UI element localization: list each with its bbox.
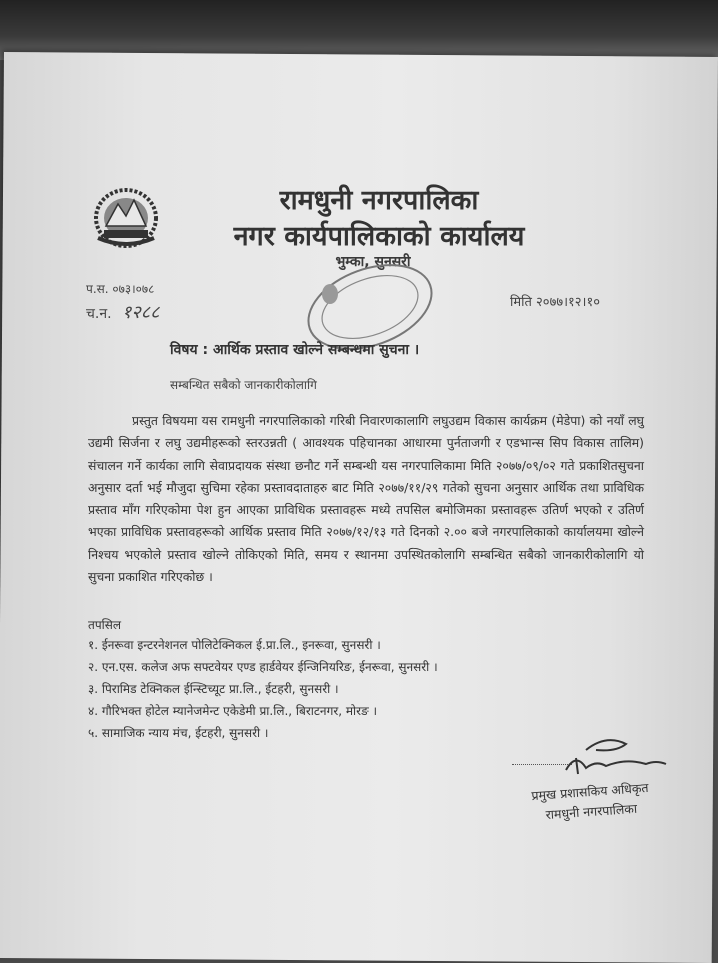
list-item: ४. गौरिभक्त होटेल म्यानेजमेन्ट एकेडेमी प्रा.लि., बिराटनगर, मोरङ । <box>88 704 378 718</box>
notice-date: मिति २०७७।१२।१० <box>510 295 600 310</box>
dark-background <box>0 0 718 60</box>
notice-body: प्रस्तुत विषयमा यस रामधुनी नगरपालिकाको गरिबी निवारणकालागि लघुउद्यम विकास कार्यक्रम (मेडेपा) को नयाँ लघु उद्यमी सिर्जना र लघु उद्यमीहरूको स्तरउन्नती ( आवश्यक पहिचानका आधारमा पुर्नताजगी र एडभान्स सिप विकास तालिम) संचालन गर्ने कार्यका लागि सेवाप्रदायक संस्था छनौट गर्ने सम्बन्धी यस नगरपालिकामा मिति २०७७/०९/०२ गते प्रकाशितसुचना अनुसार दर्ता भई मौजुदा सुचिमा रहेका प्रस्तावदाताहरु बाट मिति २०७७/११/२९ गतेको सुचना अनुसार आर्थिक तथा प्राविधिक प्रस्ताव माँग गरिएकोमा पेश हुन आएका प्राविधिक प्रस्तावहरू मध्ये तपसिल बमोजिमका प्रस्तावहरू उतिर्ण भएको र उतिर्ण भएका प्राविधिक प्रस्तावहरूको आर्थिक प्रस्ताव मिति २०७७/१२/१३ गते दिनको २.०० बजे नगरपालिकाको कार्यालयमा खोल्ने निश्चय भएकोले प्रस्ताव खोल्ने तोकिएको मिति, समय र स्थानमा उपस्थितकोलागि सम्बन्धित सबैको जानकारीकोलागि यो सुचना प्रकाशित गरिएकोछ । <box>88 413 644 585</box>
dispatch-number-line <box>86 300 159 324</box>
signature-icon <box>556 730 676 780</box>
office-location: भुम्का, सुनसरी <box>335 254 411 270</box>
shortlist <box>88 634 438 744</box>
list-item: ५. सामाजिक न्याय मंच, ईटहरी, सुनसरी । <box>88 726 269 740</box>
list-item: २. एन.एस. कलेज अफ सफ्टवेयर एण्ड हार्डवेयर ईन्जिनियरिङ, ईनरूवा, सुनसरी । <box>88 660 438 674</box>
dispatch-label: च.न. <box>86 306 112 322</box>
letter-number: प.स. ०७३।०७८ <box>86 282 155 296</box>
dispatch-number: १२८८ <box>122 302 160 323</box>
list-title: तपसिल <box>88 618 122 632</box>
salutation: सम्बन्धित सबैको जानकारीकोलागि <box>170 378 317 392</box>
list-item: १. ईनरूवा इन्टरनेशनल पोलिटेक्निकल ई.प्रा.लि., इनरूवा, सुनसरी । <box>88 638 381 652</box>
list-item: ३. पिरामिड टेक्निकल ईन्स्टिच्यूट प्रा.लि., ईटहरी, सुनसरी । <box>88 682 339 696</box>
signatory-block <box>531 778 651 826</box>
municipality-name: रामधुनी नगरपालिका <box>279 185 479 216</box>
office-stamp-icon <box>300 262 440 352</box>
notice-subject: विषय : आर्थिक प्रस्ताव खोल्ने सम्बन्धमा सुचना । <box>170 342 420 358</box>
signatory-org: रामधुनी नगरपालिका <box>545 800 638 823</box>
office-name: नगर कार्यपालिकाको कार्यालय <box>233 221 525 252</box>
signatory-title: प्रमुख प्रशासकिय अधिकृत <box>530 779 650 804</box>
